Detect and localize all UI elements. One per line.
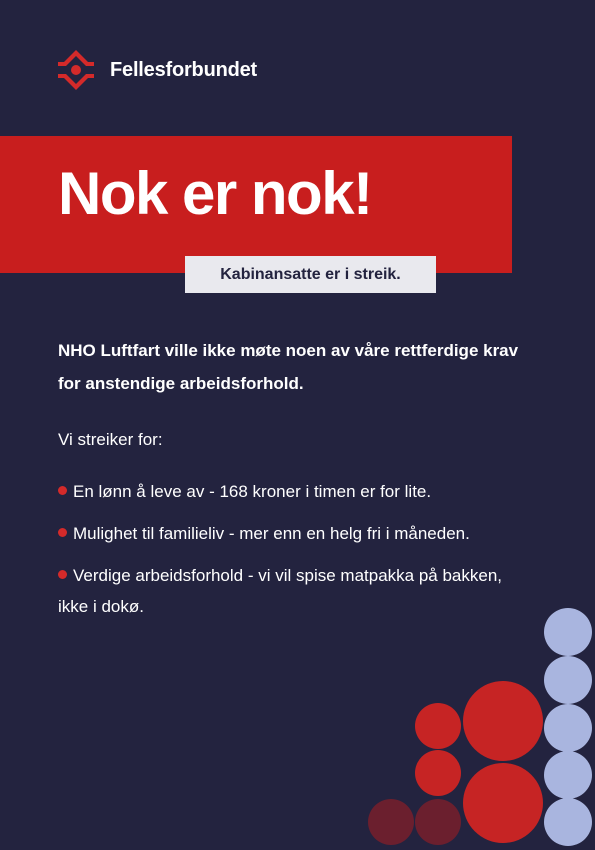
red-circle-small-top <box>415 703 461 749</box>
blue-circle-2 <box>544 656 592 704</box>
strike-subtitle: Kabinansatte er i streik. <box>220 265 401 283</box>
intro-paragraph: NHO Luftfart ville ikke møte noen av våre rettferdige krav for anstendige arbeidsforhold. <box>58 341 519 393</box>
dark-circle-right <box>415 799 461 845</box>
blue-circle-5 <box>544 798 592 846</box>
blue-circle-3 <box>544 704 592 752</box>
headline: Nok er nok! <box>58 160 372 227</box>
red-circle-large-top <box>463 681 543 761</box>
demand-text: Mulighet til familieliv - mer enn en helg fri i måneden. <box>73 524 470 543</box>
blue-circle-4 <box>544 751 592 799</box>
dark-circle-left <box>368 799 414 845</box>
red-circle-large-bottom <box>463 763 543 843</box>
demands-lead: Vi streiker for: <box>58 430 163 449</box>
demand-text: En lønn å leve av - 168 kroner i timen er for lite. <box>73 482 432 501</box>
demand-text: Verdige arbeidsforhold - vi vil spise matpakka på bakken, ikke i dokø. <box>58 566 503 616</box>
brand-name: Fellesforbundet <box>110 58 258 81</box>
red-circle-small-middle <box>415 750 461 796</box>
blue-circle-1 <box>544 608 592 656</box>
